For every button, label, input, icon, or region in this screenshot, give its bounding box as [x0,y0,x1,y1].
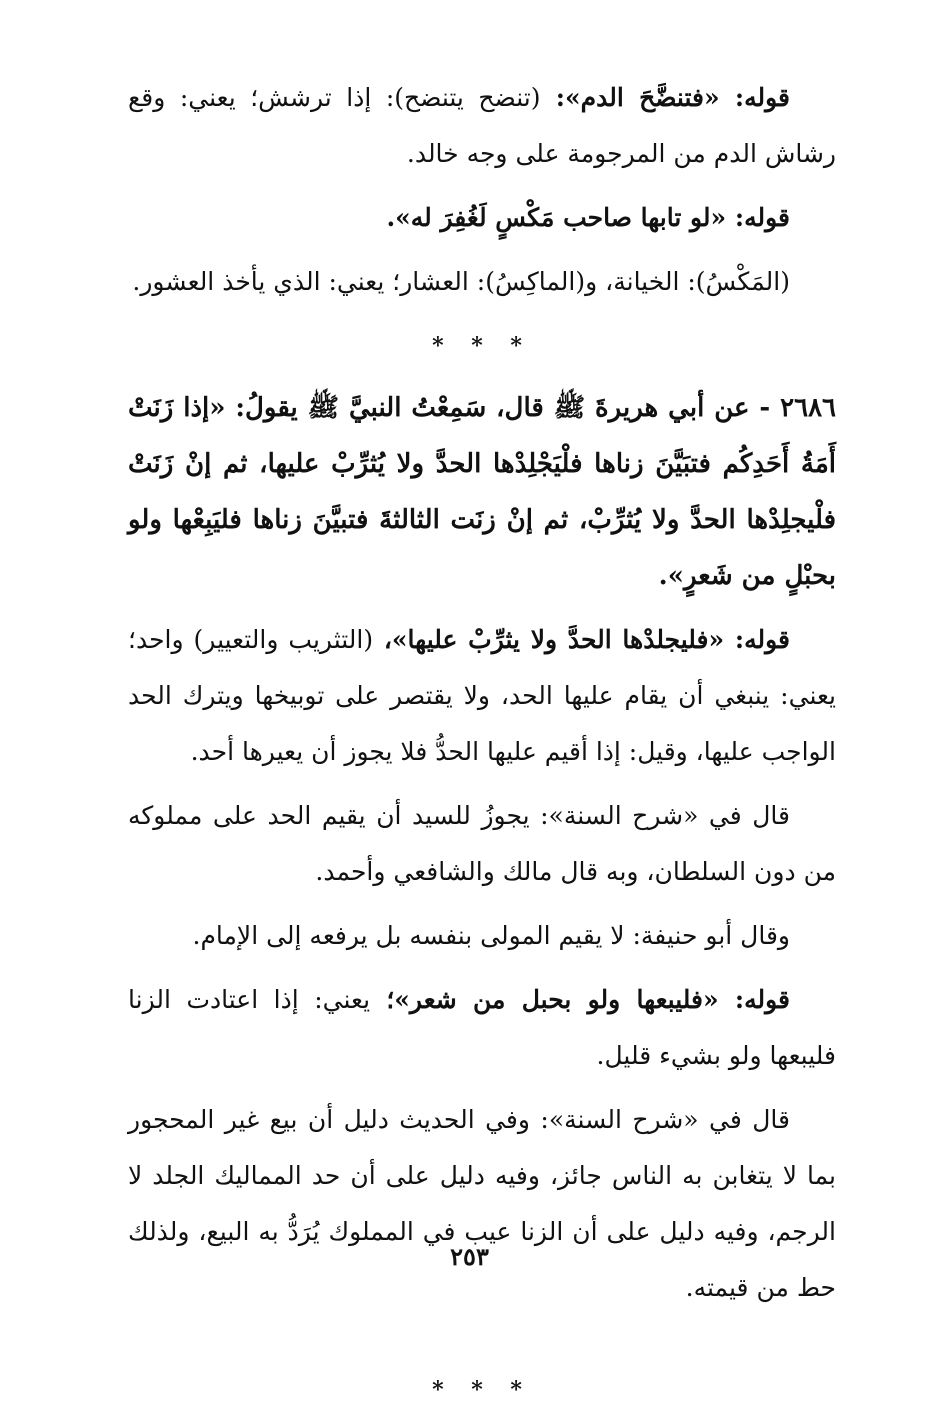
page-body [128,70,836,1424]
quoted-phrase: قوله: «لو تابها صاحب مَكْسٍ لَغُفِرَ له». [386,203,790,232]
explanation-text: (التثريب والتعيير) واحد؛ يعني: ينبغي أن يقام عليها الحد، ولا يقتصر على توبيخها ويترك الحد الواجب عليها، وقيل: إذا أقيم عليها الحدُّ فلا يجوز أن يعيرها أحد. [128,625,836,766]
commentary-paragraph-1 [128,70,836,182]
commentary-paragraph-3 [128,254,836,310]
explanation-text: قال في «شرح السنة»: يجوزُ للسيد أن يقيم الحد على مملوكه من دون السلطان، وبه قال مالك والشافعي وأحمد. [128,801,836,886]
quoted-phrase: قوله: «فليجلدْها الحدَّ ولا يثرِّبْ عليها»، [373,625,790,654]
explanation-text: قال في «شرح السنة»: وفي الحديث دليل أن بيع غير المحجور بما لا يتغابن به الناس جائز، وفيه دليل على أن حد المماليك الجلد لا الرجم، وفيه دليل على أن الزنا عيب في المملوك يُرَدُّ به البيع، ولذلك حط من قيمته. [128,1105,836,1302]
hadith-text [128,380,836,604]
section-separator: * * * [432,333,532,359]
hadith-body: ٢٦٨٦ - عن أبي هريرةَ ﷺ قال، سَمِعْتُ النبيَّ ﷺ يقولُ: «إذا زَنَتْ أَمَةُ أَحَدِكُم فتبَيَّنَ زناها فلْيَجْلِدْها الحدَّ ولا يُثرِّبْ عليها، ثم إنْ زَنَتْ فلْيجلِدْها الحدَّ ولا يُثرِّبْ، ثم إنْ زنَت الثالثةَ فتبيَّنَ زناها فليَبِعْها ولو بحبْلٍ من شَعرٍ». [128,393,837,591]
explanation-text: وقال أبو حنيفة: لا يقيم المولى بنفسه بل يرفعه إلى الإمام. [192,921,790,950]
quoted-phrase: قوله: «فليبعها ولو بحبل من شعر»؛ [370,985,791,1014]
explanation-text: (تنضح يتنضح): إذا ترشش؛ يعني: وقع رشاش الدم من المرجومة على وجه خالد. [128,83,836,168]
commentary-paragraph-8 [128,1092,836,1316]
section-separator-bottom: * * * [432,1377,532,1403]
quoted-phrase: قوله: «فتنضَّحَ الدم»: [540,83,790,112]
explanation-text: يعني: إذا اعتادت الزنا فليبعها ولو بشيء قليل. [128,985,836,1070]
commentary-paragraph-4 [128,612,836,780]
commentary-paragraph-7 [128,972,836,1084]
commentary-paragraph-6 [128,908,836,964]
commentary-paragraph-5 [128,788,836,900]
page-number: ٢٥٣ [450,1242,489,1271]
commentary-paragraph-2 [128,190,836,246]
explanation-text: (المَكْسُ): الخيانة، و(الماكِسُ): العشار؛ يعني: الذي يأخذ العشور. [132,267,790,296]
